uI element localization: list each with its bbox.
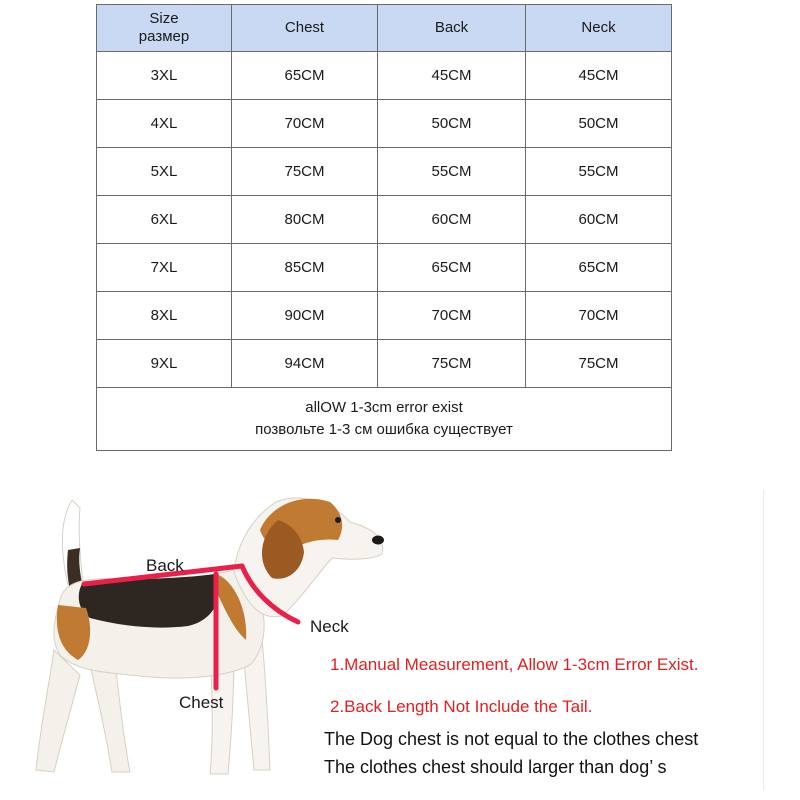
divider [763, 490, 764, 790]
cell-neck: 55CM [526, 148, 672, 196]
cell-back: 75CM [378, 340, 526, 388]
table-row [97, 292, 672, 340]
cell-neck: 45CM [526, 52, 672, 100]
cell-size: 4XL [97, 100, 232, 148]
cell-back: 55CM [378, 148, 526, 196]
table-row [97, 52, 672, 100]
cell-back: 45CM [378, 52, 526, 100]
cell-chest: 65CM [232, 52, 378, 100]
cell-size: 5XL [97, 148, 232, 196]
note-english: allOW 1-3cm error exist [305, 399, 463, 416]
cell-neck: 50CM [526, 100, 672, 148]
table-row [97, 148, 672, 196]
instruction-manual-measurement: 1.Manual Measurement, Allow 1-3cm Error Exist. [330, 655, 699, 674]
cell-back: 50CM [378, 100, 526, 148]
header-size-en: Size [149, 10, 179, 27]
cell-neck: 75CM [526, 340, 672, 388]
instruction-back-length: 2.Back Length Not Include the Tail. [330, 697, 593, 716]
cell-back: 60CM [378, 196, 526, 244]
cell-chest: 94CM [232, 340, 378, 388]
header-back: Back [378, 5, 526, 52]
cell-chest: 75CM [232, 148, 378, 196]
cell-chest: 90CM [232, 292, 378, 340]
size-chart-table [96, 4, 672, 451]
cell-chest: 80CM [232, 196, 378, 244]
table-row [97, 100, 672, 148]
error-tolerance-note [97, 388, 672, 451]
cell-neck: 60CM [526, 196, 672, 244]
table-header-row [97, 5, 672, 52]
cell-neck: 65CM [526, 244, 672, 292]
header-size-ru: размер [138, 28, 190, 45]
instruction-chest-larger: The clothes chest should larger than dog’ s [324, 757, 667, 777]
cell-chest: 85CM [232, 244, 378, 292]
header-chest: Chest [232, 5, 378, 52]
cell-size: 3XL [97, 52, 232, 100]
cell-size: 8XL [97, 292, 232, 340]
label-chest: Chest [179, 693, 224, 712]
label-neck: Neck [310, 617, 349, 636]
cell-size: 6XL [97, 196, 232, 244]
table-note-row [97, 388, 672, 451]
table-row [97, 340, 672, 388]
cell-chest: 70CM [232, 100, 378, 148]
cell-neck: 70CM [526, 292, 672, 340]
header-neck: Neck [526, 5, 672, 52]
cell-back: 70CM [378, 292, 526, 340]
note-russian: позвольте 1-3 см ошибка существует [255, 421, 513, 438]
instruction-chest-difference: The Dog chest is not equal to the clothes chest [324, 729, 699, 749]
cell-back: 65CM [378, 244, 526, 292]
cell-size: 9XL [97, 340, 232, 388]
label-back: Back [146, 556, 184, 575]
table-row [97, 196, 672, 244]
header-size [97, 5, 232, 52]
table-row [97, 244, 672, 292]
cell-size: 7XL [97, 244, 232, 292]
